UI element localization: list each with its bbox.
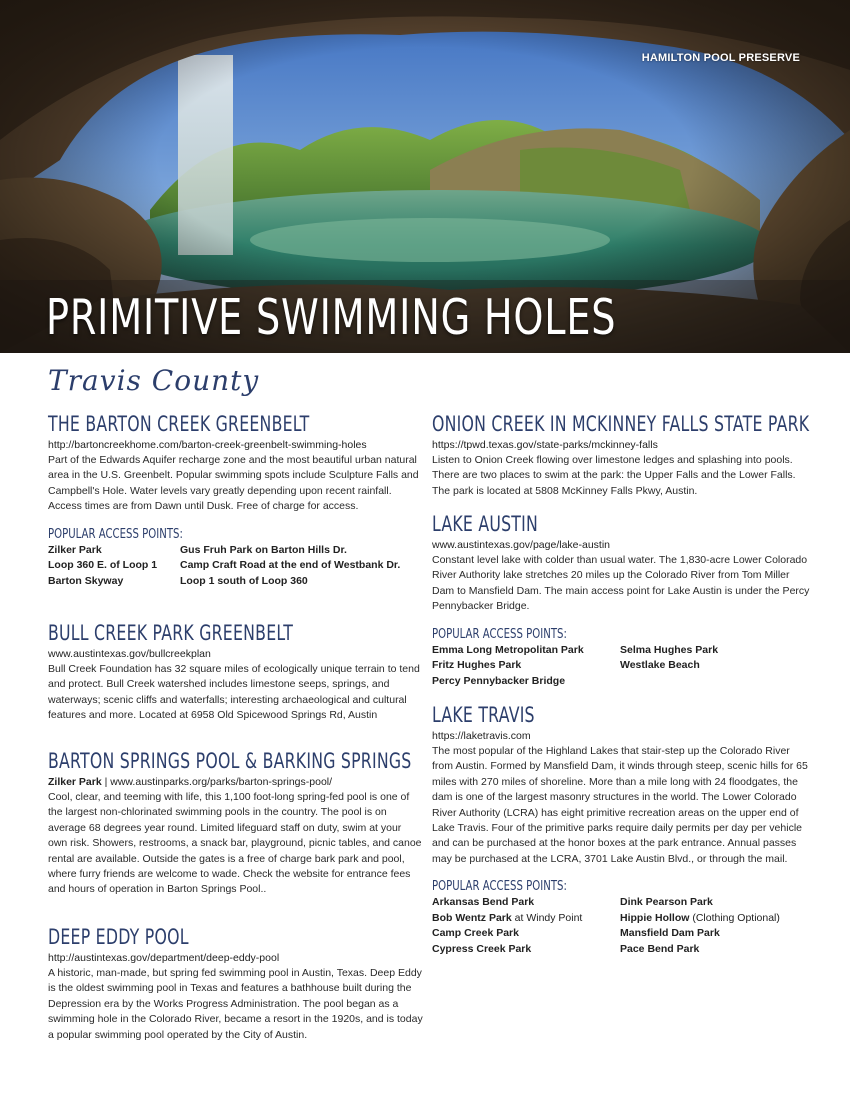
access-point: Gus Fruh Park on Barton Hills Dr. bbox=[180, 543, 347, 556]
page-title: PRIMITIVE SWIMMING HOLES bbox=[46, 289, 617, 346]
section-title: LAKE AUSTIN bbox=[432, 512, 539, 536]
access-point: Percy Pennybacker Bridge bbox=[432, 674, 566, 687]
section-barton-springs bbox=[48, 749, 423, 898]
section-title: DEEP EDDY POOL bbox=[48, 925, 189, 949]
section-deep-eddy bbox=[48, 925, 423, 1043]
access-point: Loop 360 E. of Loop 1 bbox=[48, 559, 158, 572]
photo-credit: HAMILTON POOL PRESERVE bbox=[641, 52, 800, 64]
section-body: The most popular of the Highland Lakes that stair-step up the Colorado River from Austin. Formed by Mansfield Dam, it winds through steep, scenic hills for 65 miles with 270 miles of shoreline. More than a mile long with 24 floodgates, the dam is one of the largest masonry structures in the world. The Lower Colorado River Authority (LCRA) has eight primitive recreation areas on the upper end of Lake Travis. Four of the primitive parks require daily permits per day per vehicle and can be purchased at the honor boxes at the park entrance. Annual passes may be purchased at the LCRA, 3701 Lake Austin Blvd., or through the mail. bbox=[432, 745, 808, 865]
section-title: THE BARTON CREEK GREENBELT bbox=[48, 412, 310, 436]
access-point: Mansfield Dam Park bbox=[620, 927, 720, 940]
access-point: Loop 1 south of Loop 360 bbox=[180, 574, 308, 587]
access-point bbox=[620, 674, 812, 690]
section-link[interactable]: https://laketravis.com bbox=[432, 730, 531, 742]
access-points-list bbox=[48, 543, 423, 590]
access-point: Cypress Creek Park bbox=[432, 942, 532, 955]
section-link[interactable]: www.austintexas.gov/page/lake-austin bbox=[432, 539, 611, 551]
section-body: Listen to Onion Creek flowing over limestone ledges and splashing into pools. There are two places to swim at the park: the Upper Falls and the Lower Falls. The park is located at 5808 McKinney Falls Pkwy, Austin. bbox=[432, 454, 796, 497]
access-point: Bob Wentz Park at Windy Point bbox=[432, 911, 583, 924]
section-link[interactable]: http://bartoncreekhome.com/barton-creek-greenbelt-swimming-holes bbox=[48, 439, 367, 451]
section-link[interactable]: www.austintexas.gov/bullcreekplan bbox=[48, 648, 211, 660]
section-lake-travis bbox=[432, 703, 812, 957]
access-points-list bbox=[432, 643, 812, 690]
access-point: Selma Hughes Park bbox=[620, 643, 719, 656]
section-body: A historic, man-made, but spring fed swimming pool in Austin, Texas. Deep Eddy is the oldest swimming pool in Texas and features a bathhouse built during the Depression era by the Works Progress Administration. The pool began as a swimming hole in the Colorado River, became a resort in the 1920s, and is today a popular swimming pool operated by the City of Austin. bbox=[48, 967, 423, 1041]
access-point: Emma Long Metropolitan Park bbox=[432, 643, 584, 656]
section-body: Constant level lake with colder than usual water. The 1,830-acre Lower Colorado River Authority lake stretches 20 miles up the Colorado River from Tom Miller Dam to Mansfield Dam. The main access point for Lake Austin is under the Percy Pennybacker Bridge. bbox=[432, 554, 810, 613]
section-title: BULL CREEK PARK GREENBELT bbox=[48, 621, 294, 645]
section-bull-creek bbox=[48, 621, 423, 724]
access-point: Fritz Hughes Park bbox=[432, 659, 522, 672]
access-point: Camp Craft Road at the end of Westbank Dr. bbox=[180, 559, 401, 572]
section-link[interactable] bbox=[48, 775, 423, 790]
section-body: Cool, clear, and teeming with life, this 1,100 foot-long spring-fed pool is one of the largest non-chlorinated swimming pools in the country. The pool is on average 68 degrees year round. Limited lifeguard staff on duty, swim at your own risk. Showers, restrooms, a snack bar, playground, picnic tables, and canoe rental are available. Outside the gates is a free of charge bark park and pool, where furry friends are welcome to wade. Check the website for entrance fees and hours of operation in Barton Springs Pool.. bbox=[48, 791, 422, 896]
access-points-title: POPULAR ACCESS POINTS: bbox=[48, 526, 183, 542]
access-points-title: POPULAR ACCESS POINTS: bbox=[432, 879, 567, 895]
section-onion-creek bbox=[432, 412, 812, 499]
section-title: BARTON SPRINGS POOL & BARKING SPRINGS bbox=[48, 749, 412, 773]
county-heading: Travis County bbox=[48, 364, 260, 397]
section-body: Bull Creek Foundation has 32 square miles of ecologically unique terrain to tend and protect. Bull Creek watershed includes limestone seeps, springs, and waterways; scenic cliffs and waterfalls; interesting archaeological and cultural features and more. Located at 6958 Old Spicewood Springs Rd, Austin bbox=[48, 663, 420, 722]
access-point: Barton Skyway bbox=[48, 574, 124, 587]
access-point: Westlake Beach bbox=[620, 659, 700, 672]
section-link[interactable]: https://tpwd.texas.gov/state-parks/mckinney-falls bbox=[432, 439, 658, 451]
access-points-title: POPULAR ACCESS POINTS: bbox=[432, 626, 567, 642]
access-point: Dink Pearson Park bbox=[620, 896, 713, 909]
access-point: Hippie Hollow (Clothing Optional) bbox=[620, 911, 780, 924]
section-barton-creek bbox=[48, 412, 423, 589]
access-point: Camp Creek Park bbox=[432, 927, 519, 940]
access-points-list bbox=[432, 895, 812, 957]
section-title: LAKE TRAVIS bbox=[432, 703, 535, 727]
access-point: Pace Bend Park bbox=[620, 942, 700, 955]
section-link-url: | www.austinparks.org/parks/barton-springs-pool/ bbox=[101, 776, 333, 788]
access-point: Zilker Park bbox=[48, 543, 102, 556]
section-body: Part of the Edwards Aquifer recharge zone and the most beautiful urban natural area in the U.S. Greenbelt. Popular swimming spots include Sculpture Falls and Campbell's Hole. Water levels vary greatly depending upon recent rainfall. Access times are from Dawn until Dusk. Free of charge for access. bbox=[48, 454, 419, 513]
section-lake-austin bbox=[432, 512, 812, 689]
access-point: Arkansas Bend Park bbox=[432, 896, 535, 909]
section-link-park: Zilker Park bbox=[48, 776, 102, 788]
section-link[interactable]: http://austintexas.gov/department/deep-eddy-pool bbox=[48, 952, 280, 964]
hero-image bbox=[0, 0, 850, 353]
section-title: ONION CREEK IN MCKINNEY FALLS STATE PARK bbox=[432, 412, 810, 436]
